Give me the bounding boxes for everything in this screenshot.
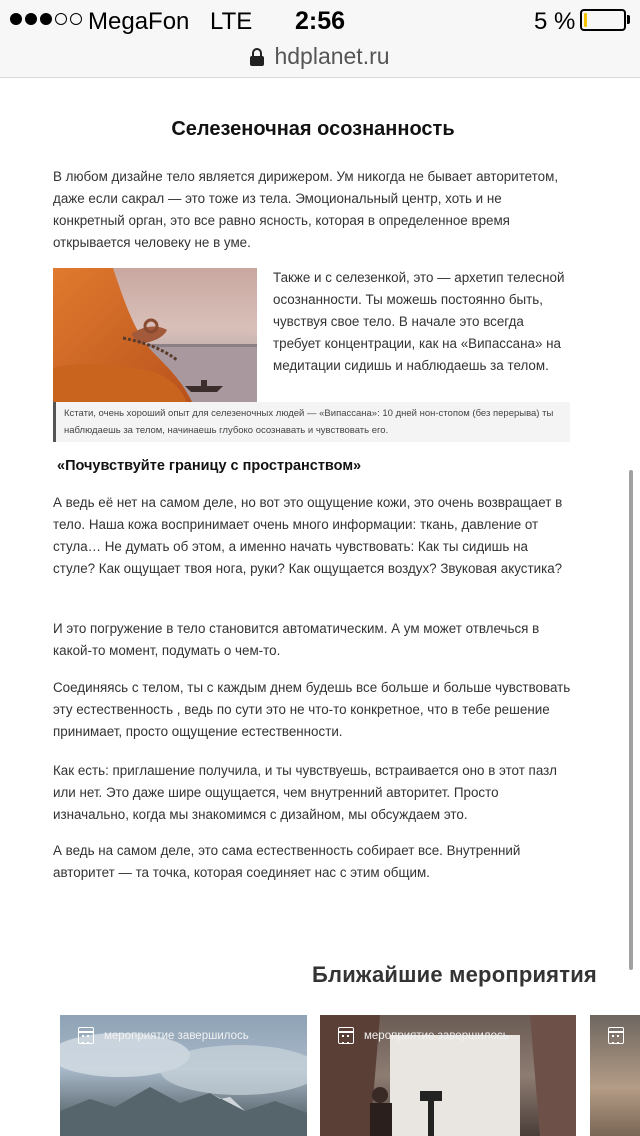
battery-icon (580, 9, 626, 31)
event-card[interactable] (60, 1015, 307, 1136)
lock-icon (250, 48, 264, 66)
event-card[interactable] (590, 1015, 640, 1136)
calendar-icon (608, 1027, 624, 1044)
clock: 2:56 (294, 7, 346, 35)
article-paragraph: А ведь её нет на самом деле, но вот это ощущение кожи, это очень возвращает в тело. Наша кожа воспринимает очень много информации: ткань, давление от стула… Не думать об этом, а именно начать чувствовать: Как ты сидишь на стуле? Как ощущает твоя нога, руки? Как ощущается воздух? Звуковая акустика? (53, 495, 563, 576)
note-block: Кстати, очень хороший опыт для селезеночных людей — «Випассана»: 10 дней нон-стопом (без перерыва) ты наблюдаешь за телом, начинаешь глубоко осознавать и чувствовать его. (53, 402, 570, 442)
article-title: Селезеночная осознанность (171, 118, 455, 140)
section-subtitle: «Почувствуйте границу с пространством» (57, 458, 362, 474)
battery-percent: 5 % (534, 8, 576, 35)
article-paragraph: А ведь на самом деле, это сама естественность собирает все. Внутренний авторитет — та точка, которая соединяет нас с этим общим. (53, 843, 521, 880)
article-paragraph: Соединяясь с телом, ты с каждым днем будешь все больше и больше чувствовать эту естественность , ведь по сути это не что-то конкретное, что в тебе решение принимает, просто ощущение естественности. (53, 680, 571, 739)
event-card[interactable] (320, 1015, 576, 1136)
address-bar[interactable] (0, 40, 640, 78)
calendar-icon (78, 1027, 94, 1044)
status-bar (0, 0, 640, 40)
events-heading: Ближайшие мероприятия (312, 962, 597, 987)
meditation-photo (53, 268, 257, 404)
event-status: мероприятие завершилось (364, 1029, 509, 1042)
article-paragraph: И это погружение в тело становится автоматическим. А ум может отвлечься в какой-то момент, подумать о чем-то. (53, 621, 540, 658)
calendar-icon (338, 1027, 354, 1044)
article-paragraph: В любом дизайне тело является дирижером. Ум никогда не бывает авторитетом, даже если сакрал — это тоже из тела. Эмоциональный центр, хоть и не конкретный орган, это все равно ясность, которая в определенное время открывается человеку не в уме. (53, 169, 559, 250)
meditation-photo-image (53, 268, 257, 404)
url-text[interactable]: hdplanet.ru (274, 43, 390, 69)
carrier-name: MegaFon (88, 8, 190, 35)
float-paragraph: Также и с селезенкой, это — архетип телесной осознанности. Ты можешь постоянно быть, чувствуя свое тело. В начале это всегда требует концентрации, как на «Випассана» на медитации сидишь и наблюдаешь за телом. (273, 270, 565, 373)
scrollbar[interactable] (629, 470, 633, 970)
battery-tip (627, 15, 630, 24)
event-status: мероприятие завершилось (104, 1029, 249, 1042)
article-paragraph: Как есть: приглашение получила, и ты чувствуешь, встраивается оно в этот пазл или нет. Это даже шире ощущается, чем внутренний авторитет. Просто изначально, когда мы знакомимся с дизайном, мы обсуждаем это. (53, 763, 557, 822)
network-type: LTE (210, 8, 253, 35)
battery-fill (584, 13, 587, 27)
